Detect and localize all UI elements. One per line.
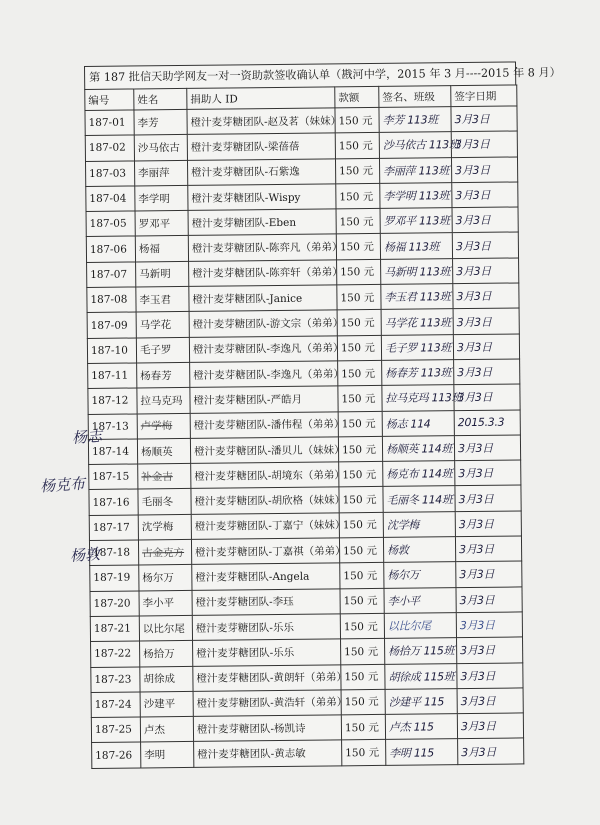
donor-id: 橙汁麦芽糖团队-梁蓓蓓 — [187, 133, 335, 160]
signature-class: 马学花 113班 — [381, 309, 453, 335]
student-name: 李芳 — [134, 109, 187, 135]
donor-id: 橙汁麦芽糖团队-陈弈凡（弟弟） — [188, 234, 336, 261]
signature-class: 李芳 113班 — [379, 107, 451, 133]
student-name: 李学明 — [135, 185, 188, 211]
donor-id: 橙汁麦芽糖团队-Angela — [192, 563, 340, 590]
row-id: 187-21 — [90, 616, 139, 642]
row-id: 187-20 — [90, 591, 139, 617]
donor-id: 橙汁麦芽糖团队-Janice — [189, 285, 337, 312]
sign-date: 3月3日 — [456, 561, 522, 587]
sign-date: 3月3日 — [452, 207, 518, 233]
amount: 150 元 — [340, 613, 384, 639]
student-name: 古金克方 — [138, 539, 191, 565]
student-name: 卢杰 — [140, 717, 193, 743]
row-id: 187-25 — [91, 717, 140, 743]
signature-class: 沙马依古 113班 — [379, 132, 451, 158]
donor-id: 橙汁麦芽糖团队-游文宗（弟弟） — [189, 310, 337, 337]
sign-date: 3月3日 — [451, 106, 517, 132]
donor-id: 橙汁麦芽糖团队-乐乐 — [192, 614, 340, 641]
signature-class: 杨春芳 113班 — [382, 360, 454, 386]
sign-date: 3月3日 — [452, 232, 518, 258]
donor-id: 橙汁麦芽糖团队-胡境东（弟弟） — [191, 462, 339, 489]
sign-date: 3月3日 — [453, 283, 519, 309]
donor-id: 橙汁麦芽糖团队-乐乐 — [193, 639, 341, 666]
signature-class: 李学明 113班 — [380, 183, 452, 209]
amount: 150 元 — [339, 537, 383, 563]
row-id: 187-03 — [85, 161, 134, 187]
student-name: 李小平 — [139, 590, 192, 616]
amount: 150 元 — [339, 487, 383, 513]
amount: 150 元 — [338, 386, 382, 412]
form-title: 第 187 批信天助学网友一对一资助款签收确认单（戡河中学，2015 年 3 月----2015 年 8 月） — [84, 61, 516, 89]
sign-date: 3月3日 — [451, 157, 517, 183]
amount: 150 元 — [336, 183, 380, 209]
amount: 150 元 — [335, 107, 379, 133]
signature-class: 杨拾万 115班 — [385, 638, 457, 664]
donor-id: 橙汁麦芽糖团队-潘伟程（弟弟） — [190, 411, 338, 438]
margin-note: 杨敦 — [69, 544, 101, 566]
row-id: 187-23 — [91, 666, 140, 692]
amount: 150 元 — [335, 158, 379, 184]
sign-date: 3月3日 — [455, 511, 521, 537]
sign-date: 3月3日 — [456, 587, 522, 613]
signature-class: 毛丽冬 114班 — [383, 486, 455, 512]
student-name: 杨顺英 — [137, 438, 190, 464]
student-name: 杨春芳 — [137, 362, 190, 388]
amount: 150 元 — [337, 310, 381, 336]
student-name: 沙建平 — [140, 691, 193, 717]
amount: 150 元 — [341, 715, 385, 741]
sign-date: 3月3日 — [456, 612, 522, 638]
column-header: 捐助人 ID — [187, 87, 335, 110]
amount: 150 元 — [339, 462, 383, 488]
row-id: 187-09 — [87, 312, 136, 338]
column-header: 款额 — [335, 86, 379, 107]
row-id: 187-17 — [89, 515, 138, 541]
donor-id: 橙汁麦芽糖团队-Eben — [188, 209, 336, 236]
signature-class: 李玉君 113班 — [381, 284, 453, 310]
receipt-table — [84, 84, 524, 768]
signature-class: 马新明 113班 — [381, 258, 453, 284]
row-id: 187-11 — [88, 363, 137, 389]
donor-id: 橙汁麦芽糖团队-赵及茗（妹妹） — [187, 108, 335, 135]
donor-id: 橙汁麦芽糖团队-黄志敏 — [194, 740, 342, 767]
signature-class: 沙建平 115 — [385, 688, 457, 714]
signature-class: 杨克布 114班 — [383, 461, 455, 487]
donor-id: 橙汁麦芽糖团队-石紫逸 — [187, 158, 335, 185]
donor-id: 橙汁麦芽糖团队-潘贝儿（妹妹） — [190, 437, 338, 464]
student-name: 以比尔尾 — [139, 615, 192, 641]
sign-date: 3月3日 — [453, 308, 519, 334]
student-name: 沈学梅 — [138, 514, 191, 540]
signature-class: 李明 115 — [386, 739, 458, 765]
student-name: 马学花 — [136, 312, 189, 338]
signature-class: 杨敦 — [383, 537, 455, 563]
amount: 150 元 — [342, 740, 386, 766]
sign-date: 2015.3.3 — [454, 410, 520, 436]
column-header: 签字日期 — [451, 85, 517, 107]
margin-note: 杨克布 — [39, 474, 86, 496]
student-name: 李丽萍 — [134, 160, 187, 186]
amount: 150 元 — [340, 563, 384, 589]
row-id: 187-13 — [88, 414, 137, 440]
table-row — [92, 738, 524, 768]
margin-note: 杨志 — [71, 426, 103, 448]
sign-date: 3月3日 — [453, 258, 519, 284]
donor-id: 橙汁麦芽糖团队-李逸凡（弟弟） — [189, 336, 337, 363]
row-id: 187-12 — [88, 388, 137, 414]
row-id: 187-26 — [92, 742, 141, 768]
row-id: 187-22 — [91, 641, 140, 667]
donor-id: 橙汁麦芽糖团队-黄朗轩（弟弟） — [193, 664, 341, 691]
signature-class: 李小平 — [384, 587, 456, 613]
row-id: 187-14 — [88, 439, 137, 465]
student-name: 卢学梅 — [137, 413, 190, 439]
row-id: 187-06 — [86, 236, 135, 262]
row-id: 187-18 — [89, 540, 138, 566]
student-name: 胡徐成 — [140, 666, 193, 692]
row-id: 187-16 — [89, 489, 138, 515]
sign-date: 3月3日 — [457, 662, 523, 688]
sign-date: 3月3日 — [457, 713, 523, 739]
amount: 150 元 — [338, 411, 382, 437]
donor-id: 橙汁麦芽糖团队-李逸凡（弟弟） — [190, 361, 338, 388]
amount: 150 元 — [337, 259, 381, 285]
row-id: 187-24 — [91, 692, 140, 718]
amount: 150 元 — [341, 639, 385, 665]
amount: 150 元 — [338, 436, 382, 462]
student-name: 毛子罗 — [136, 337, 189, 363]
confirmation-form — [84, 61, 561, 762]
amount: 150 元 — [341, 689, 385, 715]
donor-id: 橙汁麦芽糖团队-严皓月 — [190, 386, 338, 413]
sign-date: 3月3日 — [457, 688, 523, 714]
signature-class: 杨顺英 114班 — [382, 436, 454, 462]
student-name: 马新明 — [136, 261, 189, 287]
signature-class: 以比尔尾 — [384, 613, 456, 639]
column-header: 签名、班级 — [379, 86, 451, 108]
sign-date: 3月3日 — [454, 359, 520, 385]
signature-class: 沈学梅 — [383, 511, 455, 537]
sign-date: 3月3日 — [455, 536, 521, 562]
row-id: 187-10 — [87, 338, 136, 364]
student-name: 杨福 — [135, 236, 188, 262]
student-name: 拉马克玛 — [137, 388, 190, 414]
amount: 150 元 — [337, 335, 381, 361]
row-id: 187-19 — [90, 565, 139, 591]
donor-id: 橙汁麦芽糖团队-丁嘉祺（弟弟） — [191, 538, 339, 565]
row-id: 187-02 — [85, 135, 134, 161]
amount: 150 元 — [341, 664, 385, 690]
amount: 150 元 — [337, 284, 381, 310]
sign-date: 3月3日 — [455, 460, 521, 486]
student-name: 杨拾万 — [140, 641, 193, 667]
amount: 150 元 — [339, 512, 383, 538]
amount: 150 元 — [336, 234, 380, 260]
student-name: 杨尔万 — [139, 565, 192, 591]
donor-id: 橙汁麦芽糖团队-黄浩轩（弟弟） — [193, 690, 341, 717]
amount: 150 元 — [338, 360, 382, 386]
row-id: 187-04 — [86, 186, 135, 212]
sign-date: 3月3日 — [454, 384, 520, 410]
sign-date: 3月3日 — [454, 435, 520, 461]
student-name: 李明 — [141, 742, 194, 768]
donor-id: 橙汁麦芽糖团队-陈弈轩（弟弟） — [189, 260, 337, 287]
signature-class: 卢杰 115 — [385, 714, 457, 740]
signature-class: 罗邓平 113班 — [380, 208, 452, 234]
row-id: 187-07 — [87, 262, 136, 288]
student-name: 罗邓平 — [135, 211, 188, 237]
row-id: 187-05 — [86, 211, 135, 237]
donor-id: 橙汁麦芽糖团队-杨凯诗 — [193, 715, 341, 742]
signature-class: 杨福 113班 — [380, 233, 452, 259]
sign-date: 3月3日 — [453, 334, 519, 360]
amount: 150 元 — [335, 133, 379, 159]
signature-class: 杨志 114 — [382, 410, 454, 436]
row-id: 187-08 — [87, 287, 136, 313]
signature-class: 毛子罗 113班 — [381, 334, 453, 360]
donor-id: 橙汁麦芽糖团队-李珏 — [192, 588, 340, 615]
sign-date: 3月3日 — [452, 182, 518, 208]
column-header: 姓名 — [134, 88, 187, 110]
column-header: 编号 — [85, 89, 134, 111]
student-name: 补金吉 — [138, 464, 191, 490]
row-id: 187-15 — [89, 464, 138, 490]
signature-class: 胡徐成 115班 — [385, 663, 457, 689]
sign-date: 3月3日 — [458, 738, 524, 764]
sign-date: 3月3日 — [451, 131, 517, 157]
amount: 150 元 — [336, 209, 380, 235]
signature-class: 杨尔万 — [384, 562, 456, 588]
donor-id: 橙汁麦芽糖团队-胡欣格（妹妹） — [191, 487, 339, 514]
amount: 150 元 — [340, 588, 384, 614]
student-name: 毛丽冬 — [138, 489, 191, 515]
sign-date: 3月3日 — [455, 485, 521, 511]
sign-date: 3月3日 — [457, 637, 523, 663]
row-id: 187-01 — [85, 110, 134, 136]
student-name: 李玉君 — [136, 286, 189, 312]
donor-id: 橙汁麦芽糖团队-丁嘉宁（妹妹） — [191, 513, 339, 540]
signature-class: 李丽萍 113班 — [379, 157, 451, 183]
donor-id: 橙汁麦芽糖团队-Wispy — [188, 184, 336, 211]
student-name: 沙马依古 — [134, 135, 187, 161]
signature-class: 拉马克玛 113班 — [382, 385, 454, 411]
